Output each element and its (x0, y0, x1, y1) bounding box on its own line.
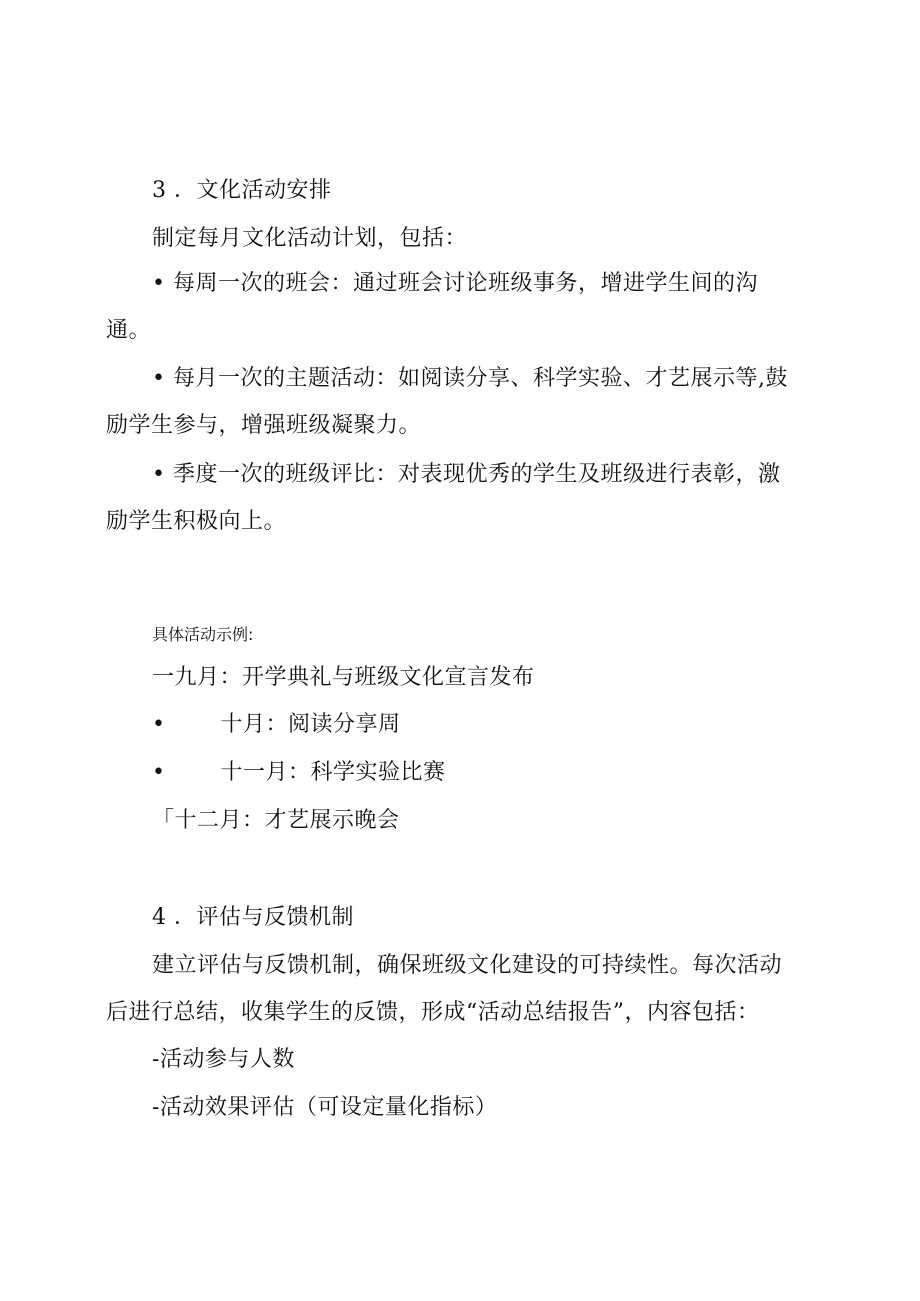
example-item-september: 一九月：开学典礼与班级文化宣言发布 (152, 665, 535, 690)
list-item-2-line1: • 每月一次的主题活动：如阅读分享、科学实验、才艺展示等,鼓 (152, 366, 788, 391)
section-4-item-2: -活动效果评估（可设定量化指标） (152, 1095, 498, 1120)
section-4-para-line1: 建立评估与反馈机制，确保班级文化建设的可持续性。每次活动 (152, 953, 783, 978)
section-3-intro: 制定每月文化活动计划，包括： (152, 226, 468, 251)
section-3-heading: 3 ．文化活动安排 (152, 178, 332, 203)
examples-label: 具体活动示例: (152, 625, 254, 644)
list-item-1-line2: 通。 (106, 318, 152, 343)
list-item-2-line2: 励学生参与，增强班级凝聚力。 (106, 413, 422, 438)
example-item-october (152, 710, 401, 740)
bullet-marker: • (152, 760, 166, 785)
example-text: 十一月：科学实验比赛 (220, 760, 446, 785)
section-4-item-1: -活动参与人数 (152, 1047, 295, 1072)
section-4-heading: 4 ．评估与反馈机制 (152, 905, 354, 930)
example-item-december: 「十二月：才艺展示晚会 (152, 808, 400, 833)
example-text: 十月：阅读分享周 (220, 712, 401, 737)
list-item-3-line1: • 季度一次的班级评比：对表现优秀的学生及班级进行表彰，激 (152, 462, 781, 487)
list-item-1-line1: • 每周一次的班会：通过班会讨论班级事务，增进学生间的沟 (152, 271, 758, 296)
section-4-para-line2: 后进行总结，收集学生的反馈，形成“活动总结报告”，内容包括： (106, 1000, 760, 1025)
bullet-marker: • (152, 712, 166, 737)
list-item-3-line2: 励学生积极向上。 (106, 509, 287, 534)
example-item-november (152, 758, 446, 788)
